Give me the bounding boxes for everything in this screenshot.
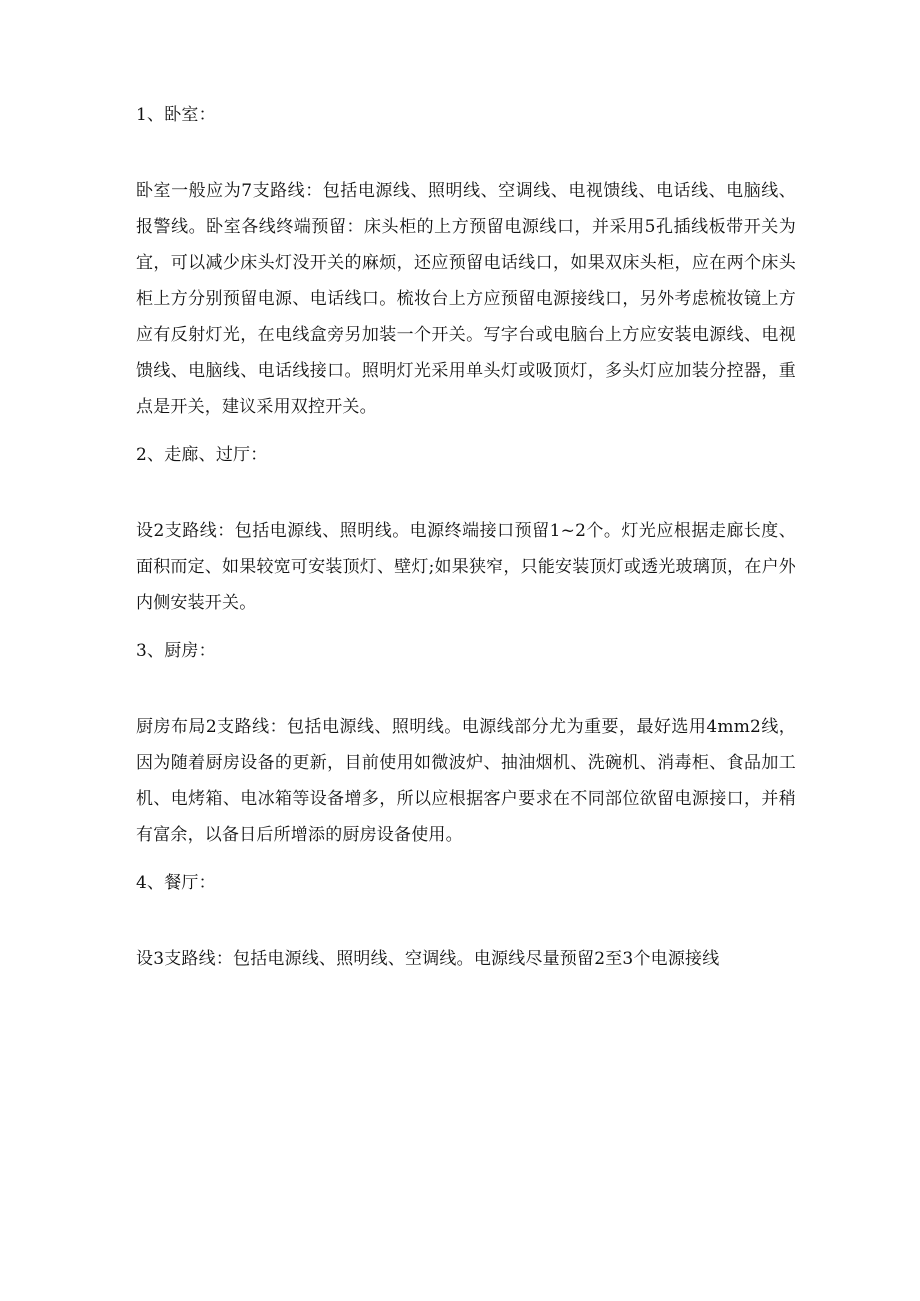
section-heading-kitchen: 3、厨房： [136,641,216,661]
document-body [136,97,796,977]
section-body-corridor: 设2支路线：包括电源线、照明线。电源终端接口预留1~2个。灯光应根据走廊长度、面积而定、如果较宽可安装顶灯、壁灯;如果狭窄，只能安装顶灯或透光玻璃顶，在户外内侧安装开关。 [136,521,796,613]
section-body-dining: 设3支路线：包括电源线、照明线、空调线。电源线尽量预留2至3个电源接线 [136,949,720,969]
section-heading-corridor: 2、走廊、过厅： [136,445,268,465]
section-body-kitchen: 厨房布局2支路线：包括电源线、照明线。电源线部分尤为重要，最好选用4mm2线，因为随着厨房设备的更新，目前使用如微波炉、抽油烟机、洗碗机、消毒柜、食品加工机、电烤箱、电冰箱等设备增多，所以应根据客户要求在不同部位欲留电源接口，并稍有富余，以备日后所增添的厨房设备使用。 [136,717,796,845]
section-heading-dining: 4、餐厅： [136,873,216,893]
section-body-bedroom: 卧室一般应为7支路线：包括电源线、照明线、空调线、电视馈线、电话线、电脑线、报警线。卧室各线终端预留：床头柜的上方预留电源线口，并采用5孔插线板带开关为宜，可以减少床头灯没开关的麻烦，还应预留电话线口，如果双床头柜，应在两个床头柜上方分别预留电源、电话线口。梳妆台上方应预留电源接线口，另外考虑梳妆镜上方应有反射灯光，在电线盒旁另加装一个开关。写字台或电脑台上方应安装电源线、电视馈线、电脑线、电话线接口。照明灯光采用单头灯或吸顶灯，多头灯应加装分控器，重点是开关，建议采用双控开关。 [136,181,796,417]
section-heading-bedroom: 1、卧室： [136,105,216,125]
